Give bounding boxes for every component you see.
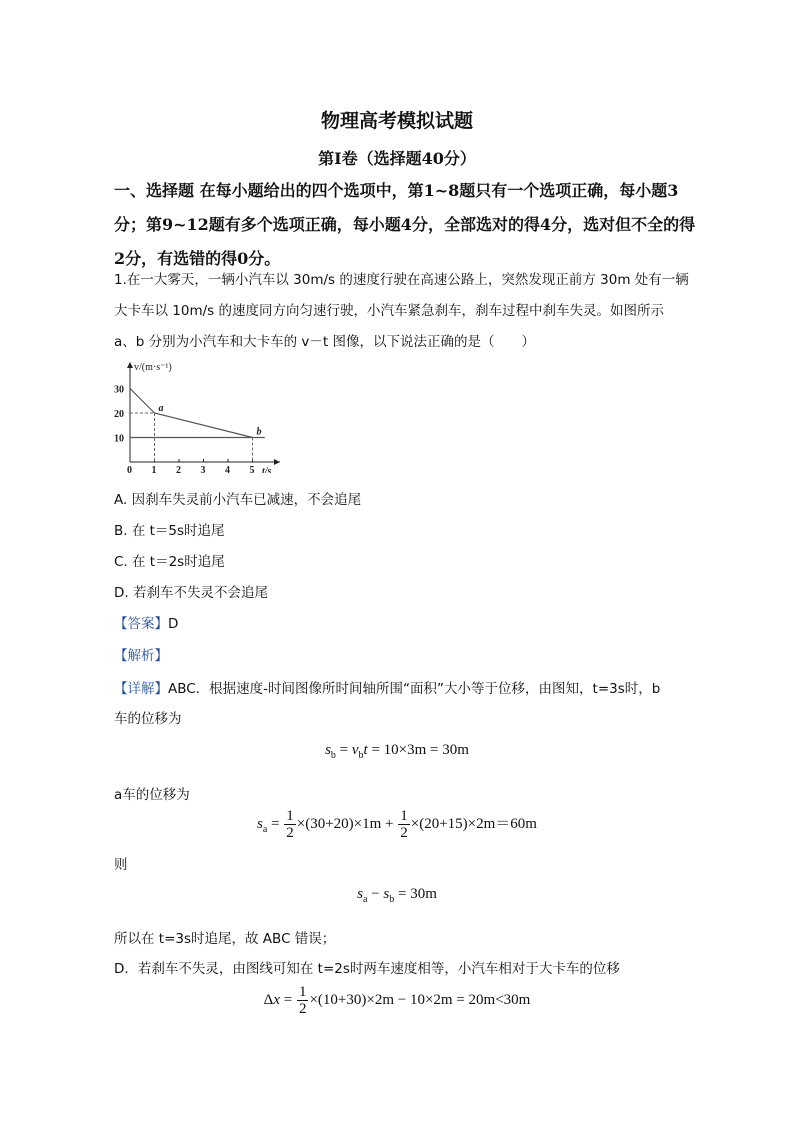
x-tick-label: 4 — [225, 465, 230, 473]
point-label-a: a — [158, 403, 164, 414]
a-displacement-label: a车的位移为 — [114, 787, 190, 803]
option-d-analysis: D．若刹车不失灵，由图线可知在 t=2s时两车速度相等，小汽车相对于大卡车的位移 — [114, 961, 620, 977]
x-tick-label: 5 — [249, 465, 255, 473]
question-1-line-2: 大卡车以 10m/s 的速度同方向匀速行驶，小汽车紧急刹车，刹车过程中刹车失灵。如图所示 — [114, 303, 664, 319]
option-b: B. 在 t＝5s时追尾 — [114, 523, 225, 539]
question-1-line-1: 1.在一大雾天，一辆小汽车以 30m/s 的速度行驶在高速公路上，突然发现正前方 30m 处有一辆 — [114, 272, 689, 288]
y-tick-label: 20 — [114, 409, 124, 420]
detail-tag: 【详解】 — [114, 681, 168, 697]
x-tick-label: 2 — [176, 465, 181, 473]
vt-chart — [112, 358, 282, 473]
series-line-a — [130, 389, 253, 438]
equation-sa: $s_a$ = $\frac{1}{2}$ ×(30+20)×1m + $\frac{1}{2}$ ×(20+15)×2m＝60m — [257, 808, 537, 841]
x-tick-label: 1 — [151, 465, 157, 473]
x-axis-label: t/s — [262, 466, 272, 473]
equation-sb: $s_b = v_bt = 10\times 3m = 30m$ — [325, 742, 469, 761]
equation-dx: Δx = $\frac{1}{2}$ ×(10+30)×2m − 10×2m = 20m<30m — [263, 984, 531, 1017]
detail-line-1: 【详解】ABC．根据速度-时间图像所时间轴所围“面积”大小等于位移，由图知，t=3s时，b — [114, 681, 661, 697]
y-axis-arrow — [127, 362, 133, 368]
page-title: 物理高考模拟试题 — [320, 110, 473, 132]
then-label: 则 — [114, 857, 128, 873]
x-axis-arrow — [274, 459, 280, 465]
equation-diff: $s_a - s_b = 30m$ — [357, 886, 437, 905]
question-1-line-3: a、b 分别为小汽车和大卡车的 v－t 图像，以下说法正确的是（ ） — [114, 334, 535, 350]
conclusion-abc: 所以在 t=3s时追尾，故 ABC 错误； — [114, 931, 336, 947]
option-a: A. 因刹车失灵前小汽车已减速，不会追尾 — [114, 492, 362, 508]
analysis-tag: 【解析】 — [114, 648, 168, 664]
y-tick-label: 10 — [114, 433, 124, 445]
y-tick-label: 30 — [114, 384, 124, 396]
option-d: D. 若刹车不失灵不会追尾 — [114, 585, 268, 601]
y-axis-label: v/(m·s⁻¹) — [134, 362, 172, 373]
detail-paragraph — [114, 674, 694, 734]
answer-value: D — [168, 616, 179, 632]
section-instructions: 一、选择题 在每小题给出的四个选项中，第1~8题只有一个选项正确，每小题3分；第9~12题有多个选项正确，每小题4分，全部选对的得4分，选对但不全的得2分，有选错的得0分。 — [114, 181, 696, 268]
x-tick-label: 0 — [127, 465, 132, 473]
detail-line-2: 车的位移为 — [114, 711, 182, 727]
point-label-b: b — [256, 426, 262, 438]
section-subtitle: 第I卷（选择题40分） — [318, 149, 476, 168]
answer-line — [114, 612, 178, 632]
answer-tag: 【答案】 — [114, 616, 168, 632]
question-1 — [114, 265, 694, 358]
x-tick-label: 3 — [200, 465, 206, 473]
option-c: C. 在 t＝2s时追尾 — [114, 554, 225, 570]
